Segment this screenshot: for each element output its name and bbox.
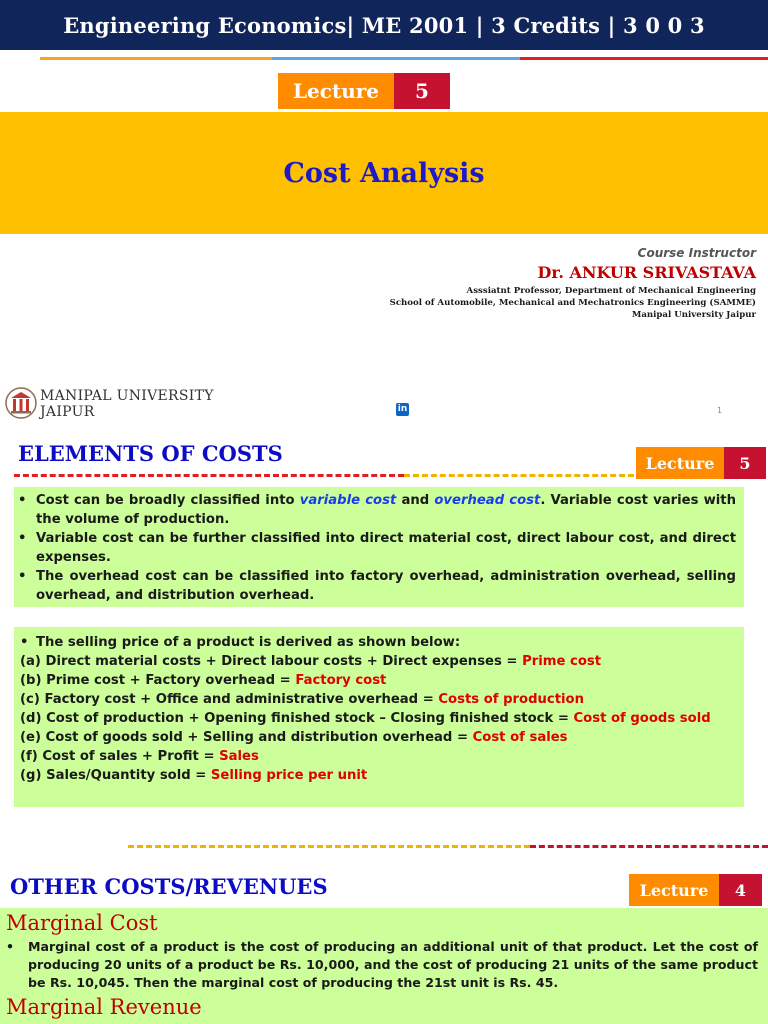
university-name-line1: MANIPAL UNIVERSITY xyxy=(40,388,214,404)
lecture-tag-slide1 xyxy=(278,73,450,109)
page-number-1: 1 xyxy=(717,406,723,415)
formula-step: (b) Prime cost + Factory overhead = Factory cost xyxy=(20,673,387,688)
instructor-affiliation-2: School of Automobile, Mechanical and Mechatronics Engineering (SAMME) xyxy=(389,298,756,308)
selling-price-box xyxy=(14,627,744,807)
university-name-line2: JAIPUR xyxy=(40,404,95,420)
header-rule-red xyxy=(520,57,768,60)
page-number-2: 2 xyxy=(717,843,721,850)
lecture-tag-number: 4 xyxy=(719,874,762,906)
linkedin-glyph: in xyxy=(397,404,408,414)
divider-red-dashed xyxy=(14,474,404,477)
marginal-cost-bullet: • Marginal cost of a product is the cost of producing an additional unit of that product. Let the cost of producing 20 units of a product be Rs. 10,000, and the cost of producing 21 units of the same product be Rs. 10,045. Then the marginal cost of producing the 21st unit is Rs. 45. xyxy=(6,939,758,990)
selling-price-intro: • The selling price of a product is derived as shown below: xyxy=(20,635,461,650)
formula-step: (a) Direct material costs + Direct labour costs + Direct expenses = Prime cost xyxy=(20,654,602,669)
instructor-block xyxy=(390,246,756,320)
linkedin-icon[interactable] xyxy=(396,403,409,416)
bullet-item: • Variable cost can be further classified into direct material cost, direct labour cost, and direct expenses. xyxy=(14,529,736,567)
course-header-title: Engineering Economics| ME 2001 | 3 Credits | 3 0 0 3 xyxy=(63,12,705,38)
divider-gold-dashed-bottom xyxy=(128,845,530,848)
instructor-caption: Course Instructor xyxy=(637,246,756,260)
lecture-tag-label: Lecture xyxy=(629,874,719,906)
bullet-item: • Cost can be broadly classified into variable cost and overhead cost. Variable cost varies with the volume of production. xyxy=(14,491,736,529)
lecture-tag-number: 5 xyxy=(394,73,450,109)
title-banner xyxy=(0,112,768,234)
divider-gold-dashed xyxy=(404,474,634,477)
course-header-bar xyxy=(0,0,768,50)
formula-step: (d) Cost of production + Opening finished stock – Closing finished stock = Cost of goods sold xyxy=(20,711,711,726)
section-title-elements-of-costs: ELEMENTS OF COSTS xyxy=(18,441,283,466)
header-rule-blue xyxy=(272,57,520,60)
instructor-affiliation-3: Manipal University Jaipur xyxy=(631,310,756,320)
lecture-tag-slide3 xyxy=(629,874,762,906)
formula-step: (c) Factory cost + Office and administrative overhead = Costs of production xyxy=(20,692,585,707)
instructor-affiliation-1: Asssiatnt Professor, Department of Mechanical Engineering xyxy=(466,286,756,296)
university-logo xyxy=(4,386,244,426)
marginal-cost-heading: Marginal Cost xyxy=(6,911,158,935)
formula-step: (f) Cost of sales + Profit = Sales xyxy=(20,749,259,764)
university-emblem-icon xyxy=(4,386,38,422)
marginal-cost-box xyxy=(0,908,768,1024)
lecture-tag-slide2 xyxy=(636,447,766,479)
formula-step: (e) Cost of goods sold + Selling and distribution overhead = Cost of sales xyxy=(20,730,568,745)
lecture-tag-label: Lecture xyxy=(636,447,724,479)
cost-classification-box xyxy=(14,487,744,607)
section-title-other-costs: OTHER COSTS/REVENUES xyxy=(10,874,328,899)
instructor-name: Dr. ANKUR SRIVASTAVA xyxy=(537,263,756,282)
lecture-tag-label: Lecture xyxy=(278,73,394,109)
formula-step: (g) Sales/Quantity sold = Selling price per unit xyxy=(20,768,368,783)
marginal-revenue-heading: Marginal Revenue xyxy=(6,995,202,1019)
slide-title: Cost Analysis xyxy=(283,157,485,189)
bullet-item: • The overhead cost can be classified into factory overhead, administration overhead, selling overhead, and distribution overhead. xyxy=(14,567,736,605)
lecture-tag-number: 5 xyxy=(724,447,766,479)
header-rule-orange xyxy=(40,57,272,60)
divider-red-dashed-bottom xyxy=(530,845,768,848)
